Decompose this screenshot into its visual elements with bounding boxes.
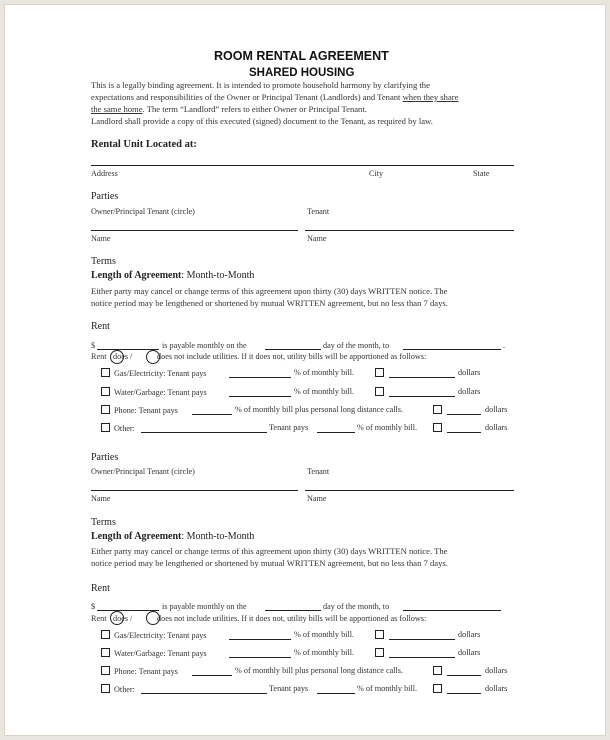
terms-heading: Terms	[91, 256, 116, 267]
other-dollar-checkbox[interactable]	[433, 423, 442, 432]
terms-text-1: Either party may cancel or change terms of this agreement upon thirty (30) days WRITTEN notice. The	[91, 286, 448, 296]
other-label-2: Other:	[114, 685, 135, 694]
terms-text-1-2: Either party may cancel or change terms of this agreement upon thirty (30) days WRITTEN notice. The	[91, 546, 448, 556]
water-percent-line-2[interactable]	[229, 657, 291, 658]
address-label: Address	[91, 169, 118, 178]
phone-percent-line[interactable]	[192, 414, 232, 415]
rent-period: .	[503, 341, 506, 350]
parties-heading-2: Parties	[91, 452, 119, 463]
rent-payee-line-2[interactable]	[403, 610, 501, 611]
phone-dollar-row	[433, 405, 446, 415]
other-dollars-line-2[interactable]	[447, 693, 481, 694]
parties-heading: Parties	[91, 191, 119, 202]
phone-dollars-line-2[interactable]	[447, 675, 481, 676]
gas-label: Gas/Electricity: Tenant pays	[114, 369, 207, 378]
gas-pct-text-2: % of monthly bill.	[294, 630, 355, 639]
phone-dollar-checkbox[interactable]	[433, 405, 442, 414]
phone-percent-line-2[interactable]	[192, 675, 232, 676]
intro-underlined-phrase: when they share	[402, 92, 459, 102]
tenant-name-line-2[interactable]	[305, 490, 514, 491]
gas-pct-text: % of monthly bill.	[294, 368, 355, 377]
rental-unit-heading: Rental Unit Located at:	[91, 139, 197, 150]
rent-dollar-sign-2: $	[91, 602, 96, 611]
gas-dollars-label-2: dollars	[458, 630, 481, 639]
does-not-text: does not include utilities. If it does not, utility bills will be apportioned as follows:	[157, 352, 427, 361]
state-label: State	[473, 169, 490, 178]
phone-dollars-label: dollars	[485, 405, 508, 414]
other-dollar-row	[433, 423, 446, 433]
phone-checkbox[interactable]	[101, 405, 110, 414]
phone-checkbox-2[interactable]	[101, 666, 110, 675]
other-row-2	[101, 684, 135, 694]
other-dollar-row-2	[433, 684, 446, 694]
rent-dollar-sign: $	[91, 341, 96, 350]
phone-row-2	[101, 666, 178, 676]
length-of-agreement	[91, 270, 254, 281]
phone-label-2: Phone: Tenant pays	[114, 667, 178, 676]
other-tenant-pays-2: Tenant pays	[269, 684, 309, 693]
rent-payable-text: is payable monthly on the	[162, 341, 247, 350]
rent-heading: Rent	[91, 321, 110, 332]
gas-percent-line[interactable]	[229, 377, 291, 378]
owner-label: Owner/Principal Tenant (circle)	[91, 207, 195, 216]
other-dollars-label-2: dollars	[485, 684, 508, 693]
owner-name-line-2[interactable]	[91, 490, 298, 491]
water-dollars-label: dollars	[458, 387, 481, 396]
gas-dollar-row-2	[375, 630, 388, 640]
owner-name-label: Name	[91, 234, 111, 243]
intro-line-3-text: . The term “Landlord” refers to either Owner or Principal Tenant.	[142, 104, 367, 114]
gas-dollar-checkbox-2[interactable]	[375, 630, 384, 639]
intro-underlined-phrase-2: the same home	[91, 104, 143, 114]
length-of-agreement-2	[91, 531, 254, 542]
phone-dollar-row-2	[433, 666, 446, 676]
length-value: : Month-to-Month	[181, 270, 255, 281]
water-row	[101, 387, 207, 397]
water-dollars-line[interactable]	[389, 396, 455, 397]
intro-line-3	[91, 104, 367, 115]
water-percent-line[interactable]	[229, 396, 291, 397]
water-checkbox[interactable]	[101, 387, 110, 396]
gas-dollars-label: dollars	[458, 368, 481, 377]
phone-pct-text: % of monthly bill plus personal long distance calls.	[235, 405, 404, 414]
document-subtitle: SHARED HOUSING	[249, 67, 355, 79]
other-checkbox-2[interactable]	[101, 684, 110, 693]
owner-name-label-2: Name	[91, 494, 111, 503]
water-row-2	[101, 648, 207, 658]
gas-row-2	[101, 630, 207, 640]
tenant-name-line[interactable]	[305, 230, 514, 231]
gas-dollars-line[interactable]	[389, 377, 455, 378]
other-pct-text-2: % of monthly bill.	[357, 684, 418, 693]
gas-checkbox-2[interactable]	[101, 630, 110, 639]
gas-dollars-line-2[interactable]	[389, 639, 455, 640]
tenant-label: Tenant	[307, 207, 330, 216]
phone-dollars-label-2: dollars	[485, 666, 508, 675]
water-pct-text: % of monthly bill.	[294, 387, 355, 396]
rent-day-text: day of the month, to	[323, 341, 390, 350]
terms-text-2: notice period may be lengthened or shortened by mutual WRITTEN agreement, but no less than 7 days.	[91, 298, 448, 308]
terms-text-2-2: notice period may be lengthened or shortened by mutual WRITTEN agreement, but no less than 7 days.	[91, 558, 448, 568]
intro-line-2	[91, 92, 458, 103]
rent-word: Rent	[91, 352, 107, 361]
does-not-text-2: does not include utilities. If it does not, utility bills will be apportioned as follows:	[157, 614, 427, 623]
other-tenant-pays: Tenant pays	[269, 423, 309, 432]
other-dollars-line[interactable]	[447, 432, 481, 433]
owner-label-2: Owner/Principal Tenant (circle)	[91, 467, 195, 476]
rent-payable-text-2: is payable monthly on the	[162, 602, 247, 611]
other-checkbox[interactable]	[101, 423, 110, 432]
rent-word-2: Rent	[91, 614, 107, 623]
tenant-name-label-2: Name	[307, 494, 327, 503]
water-pct-text-2: % of monthly bill.	[294, 648, 355, 657]
terms-heading-2: Terms	[91, 517, 116, 528]
water-dollar-row-2	[375, 648, 388, 658]
document-title: ROOM RENTAL AGREEMENT	[214, 49, 389, 63]
rent-heading-2: Rent	[91, 583, 110, 594]
gas-label-2: Gas/Electricity: Tenant pays	[114, 631, 207, 640]
rent-day-line[interactable]	[265, 349, 321, 350]
rent-day-text-2: day of the month, to	[323, 602, 390, 611]
phone-pct-text-2: % of monthly bill plus personal long distance calls.	[235, 666, 404, 675]
other-label: Other:	[114, 424, 135, 433]
phone-row	[101, 405, 178, 415]
water-dollars-line-2[interactable]	[389, 657, 455, 658]
tenant-label-2: Tenant	[307, 467, 330, 476]
other-percent-line[interactable]	[317, 432, 355, 433]
gas-percent-line-2[interactable]	[229, 639, 291, 640]
phone-dollars-line[interactable]	[447, 414, 481, 415]
gas-row	[101, 368, 207, 378]
tenant-name-label: Name	[307, 234, 327, 243]
other-dollars-label: dollars	[485, 423, 508, 432]
water-label: Water/Garbage: Tenant pays	[114, 388, 207, 397]
gas-checkbox[interactable]	[101, 368, 110, 377]
water-label-2: Water/Garbage: Tenant pays	[114, 649, 207, 658]
water-dollars-label-2: dollars	[458, 648, 481, 657]
does-text-2: does /	[113, 614, 133, 623]
water-checkbox-2[interactable]	[101, 648, 110, 657]
gas-dollar-row	[375, 368, 388, 378]
phone-dollar-checkbox-2[interactable]	[433, 666, 442, 675]
owner-name-line[interactable]	[91, 230, 298, 231]
water-dollar-row	[375, 387, 388, 397]
intro-line-2-text: expectations and responsibilities of the Owner or Principal Tenant (Landlords) and Tenant	[91, 92, 403, 102]
rent-payee-line[interactable]	[403, 349, 501, 350]
water-dollar-checkbox-2[interactable]	[375, 648, 384, 657]
other-description-line-2[interactable]	[141, 693, 267, 694]
other-pct-text: % of monthly bill.	[357, 423, 418, 432]
rent-day-line-2[interactable]	[265, 610, 321, 611]
other-percent-line-2[interactable]	[317, 693, 355, 694]
intro-line-1: This is a legally binding agreement. It is intended to promote household harmony by clarifying the	[91, 80, 430, 90]
length-label-2: Length of Agreement	[91, 531, 182, 542]
length-value-2: : Month-to-Month	[181, 531, 255, 542]
gas-dollar-checkbox[interactable]	[375, 368, 384, 377]
address-line[interactable]	[91, 165, 514, 166]
intro-line-4: Landlord shall provide a copy of this executed (signed) document to the Tenant, as required by law.	[91, 116, 433, 126]
document-page	[4, 4, 606, 736]
does-text: does /	[113, 352, 133, 361]
other-description-line[interactable]	[141, 432, 267, 433]
other-row	[101, 423, 135, 433]
other-dollar-checkbox-2[interactable]	[433, 684, 442, 693]
phone-label: Phone: Tenant pays	[114, 406, 178, 415]
water-dollar-checkbox[interactable]	[375, 387, 384, 396]
city-label: City	[369, 169, 384, 178]
length-label: Length of Agreement	[91, 270, 182, 281]
